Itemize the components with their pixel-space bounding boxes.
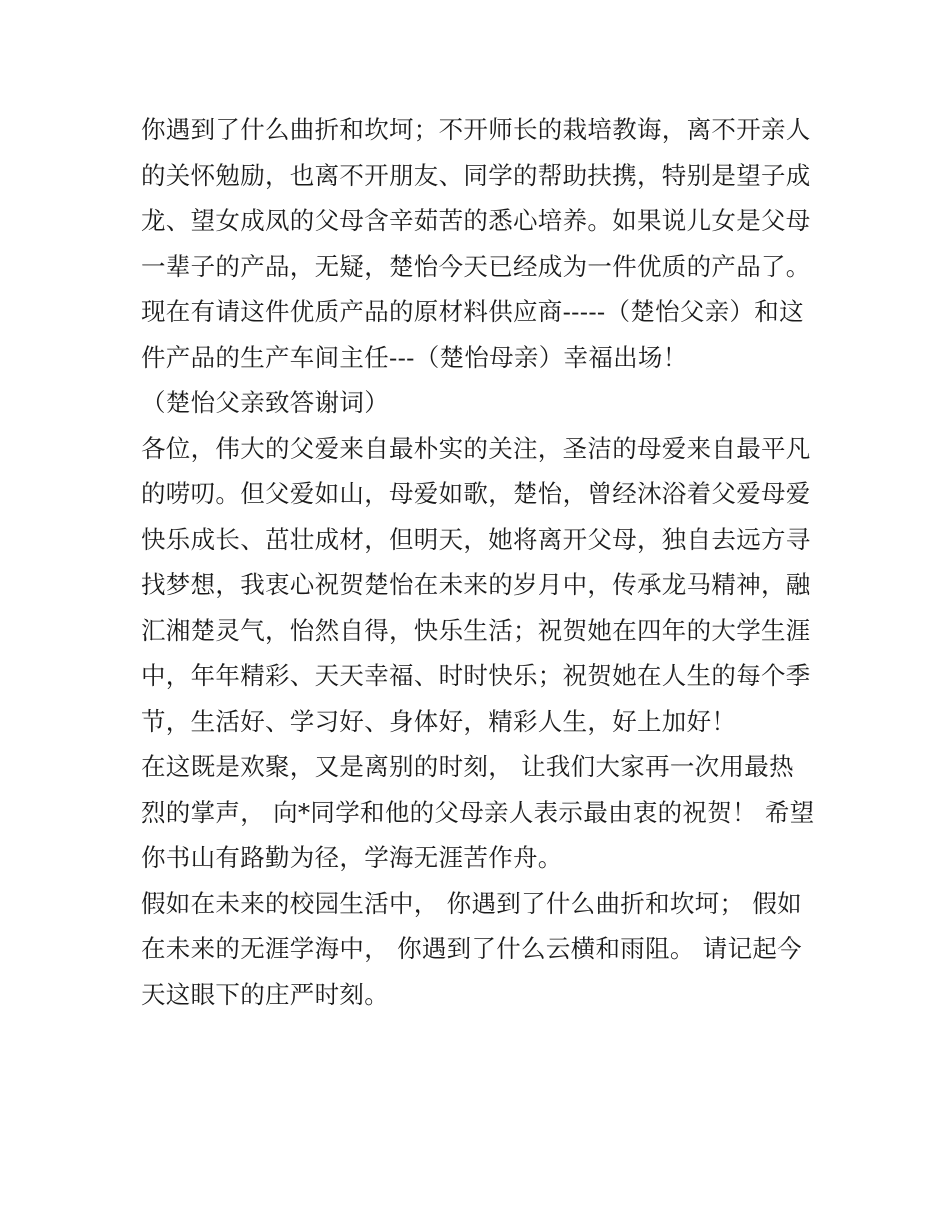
text-line: 汇湘楚灵气，怡然自得，快乐生活；祝贺她在四年的大学生涯	[141, 615, 811, 645]
text-line: 你书山有路勤为径，学海无涯苦作舟。	[141, 843, 563, 872]
text-line: 天这眼下的庄严时刻。	[141, 979, 389, 1009]
text-line: 在未来的无涯学海中， 你遇到了什么云横和雨阻。 请记起今	[141, 934, 802, 963]
document-body	[141, 107, 821, 1017]
text-line: 节，生活好、学习好、身体好，精彩人生，好上加好！	[141, 706, 737, 736]
text-line: （楚怡父亲致答谢词）	[141, 388, 389, 417]
text-line: 在这既是欢聚，又是离别的时刻， 让我们大家再一次用最热	[141, 752, 794, 781]
text-line: 的唠叨。但父爱如山，母爱如歌，楚怡，曾经沐浴着父爱母爱	[141, 479, 811, 508]
text-line: 假如在未来的校园生活中， 你遇到了什么曲折和坎坷； 假如	[141, 888, 802, 918]
text-line: 龙、望女成凤的父母含辛茹苦的悉心培养。如果说儿女是父母	[141, 206, 811, 235]
text-line: 各位，伟大的父爱来自最朴实的关注，圣洁的母爱来自最平凡	[141, 433, 811, 463]
text-line: 烈的掌声， 向*同学和他的父母亲人表示最由衷的祝贺！ 希望	[141, 797, 815, 827]
text-line: 的关怀勉励，也离不开朋友、同学的帮助扶携，特别是望子成	[141, 160, 811, 190]
text-line: 快乐成长、茁壮成材，但明天，她将离开父母，独自去远方寻	[141, 524, 811, 554]
text-line: 你遇到了什么曲折和坎坷；不开师长的栽培教诲，离不开亲人	[141, 115, 811, 144]
text-line: 找梦想，我衷心祝贺楚怡在未来的岁月中，传承龙马精神，融	[141, 570, 811, 599]
text-line: 现在有请这件优质产品的原材料供应商-----（楚怡父亲）和这	[141, 297, 804, 326]
text-line: 中，年年精彩、天天幸福、时时快乐；祝贺她在人生的每个季	[141, 661, 811, 690]
text-line: 一辈子的产品，无疑，楚怡今天已经成为一件优质的产品了。	[141, 251, 811, 281]
text-line: 件产品的生产车间主任---（楚怡母亲）幸福出场！	[141, 342, 688, 372]
